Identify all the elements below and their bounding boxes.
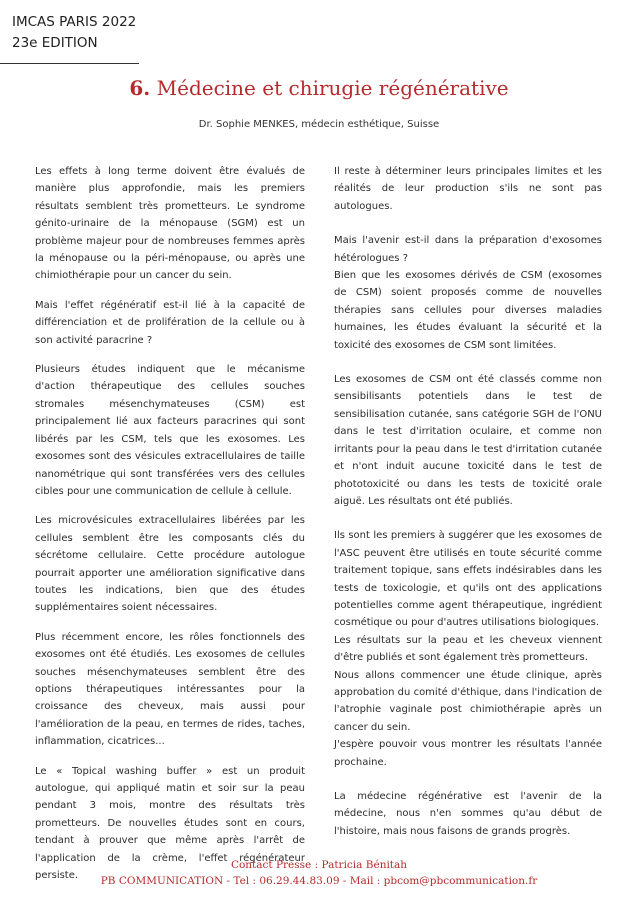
paragraph-line: Les résultats sur la peau et les cheveux viennent d'être publiés et sont également très prometteurs.	[334, 634, 602, 664]
paragraph-line: Ils sont les premiers à suggérer que les exosomes de l'ASC peuvent être utilisés en toute sécurité comme traitement topique, sans effets indésirables dans les tests de toxicologie, et qu'ils ont des applications potentielles comme agent thérapeutique, ingrédient cosmétique ou pour d'autres utilisations biologiques.	[334, 530, 602, 629]
event-edition: 23e EDITION	[12, 35, 98, 51]
paragraph: Les microvésicules extracellulaires libérées par les cellules semblent être les composants clés du sécrétome cellulaire. Cette procédure autologue pourrait apporter une amélioration significative dans toutes les indications, bien que des études supplémentaires soient nécessaires.	[35, 515, 305, 614]
paragraph: La médecine régénérative est l'avenir de la médecine, nous n'en sommes qu'au début de l'histoire, mais nous faisons de grands progrès.	[334, 791, 602, 837]
paragraph-line: J'espère pouvoir vous montrer les résultats l'année prochaine.	[334, 739, 602, 768]
section-number: 6.	[129, 76, 151, 100]
paragraph: Le « Topical washing buffer » est un produit autologue, qui appliqué matin et soir sur la peau pendant 3 mois, montre des résultats très prometteurs. De nouvelles études sont en cours, tendant à prouver que même après l'arrêt de l'application de la crème, l'effet régénérateur persiste.	[35, 765, 305, 882]
paragraph: Plus récemment encore, les rôles fonctionnels des exosomes ont été étudiés. Les exosomes de cellules souches mésenchymateuses semblent être des options thérapeutiques intéressantes pour la croissance des cheveux, mais aussi pour l'amélioration de la peau, en termes de rides, taches, inflammation, cicatrices...	[35, 631, 305, 748]
paragraph-line: Bien que les exosomes dérivés de CSM (exosomes de CSM) soient proposés comme de nouvelles thérapies sans cellules pour diverses maladies humaines, les études évaluant la sécurité et la toxicité des exosomes de CSM sont limitées.	[334, 270, 602, 351]
paragraph: Mais l'effet régénératif est-il lié à la capacité de différenciation et de prolifération de la cellule ou à son activité paracrine ?	[35, 299, 305, 346]
left-column	[35, 163, 305, 896]
press-contact: Contact Presse : Patricia Bénitah	[230, 859, 408, 871]
paragraph: Les effets à long terme doivent être évalués de manière plus approfondie, mais les premiers résultats semblent très prometteurs. Le syndrome génito-urinaire de la ménopause (SGM) est un problème majeur pour de nombreuses femmes après la ménopause ou la péri-ménopause, ou après une chimiothérapie pour un cancer du sein.	[35, 166, 305, 282]
paragraph-line: Mais l'avenir est-il dans la préparation d'exosomes hétérologues ?	[334, 235, 602, 264]
section-title: Médecine et chirugie régénérative	[156, 76, 509, 100]
paragraph: Il reste à déterminer leurs principales limites et les réalités de leur production s'ils ne sont pas autologues.	[334, 166, 602, 212]
company-contact: PB COMMUNICATION - Tel : 06.29.44.83.09 - Mail : pbcom@pbcommunication.fr	[100, 875, 538, 887]
right-column	[334, 163, 602, 857]
header-divider	[0, 63, 139, 64]
paragraph	[334, 527, 602, 771]
paragraph: Plusieurs études indiquent que le mécanisme d'action thérapeutique des cellules souches stromales mésenchymateuses (CSM) est principalement lié aux facteurs paracrines qui sont libérés par les CSM, tels que les exosomes. Les exosomes sont des vésicules extracellulaires de taille nanométrique qui sont transférées vers des cellules cibles pour une communication de cellule à cellule.	[35, 364, 305, 497]
paragraph: Les exosomes de CSM ont été classés comme non sensibilisants potentiels dans le test de sensibilisation cutanée, sans catégorie SGH de l'ONU dans le test d'irritation oculaire, et comme non irritants pour la peau dans le test d'irritation cutanée et n'ont induit aucune toxicité dans le test de phototoxicité ou dans les tests de toxicité orale aiguë. Les résultats ont été publiés.	[334, 374, 602, 507]
event-header	[12, 12, 136, 54]
paragraph	[334, 232, 602, 354]
author-credit: Dr. Sophie MENKES, médecin esthétique, Suisse	[198, 119, 440, 130]
event-name: IMCAS PARIS 2022	[12, 14, 137, 30]
paragraph-line: Nous allons commencer une étude clinique, après approbation du comité d'éthique, dans l'indication de l'atrophie vaginale post chimiothérapie après un cancer du sein.	[334, 669, 602, 733]
page-title	[0, 76, 638, 100]
